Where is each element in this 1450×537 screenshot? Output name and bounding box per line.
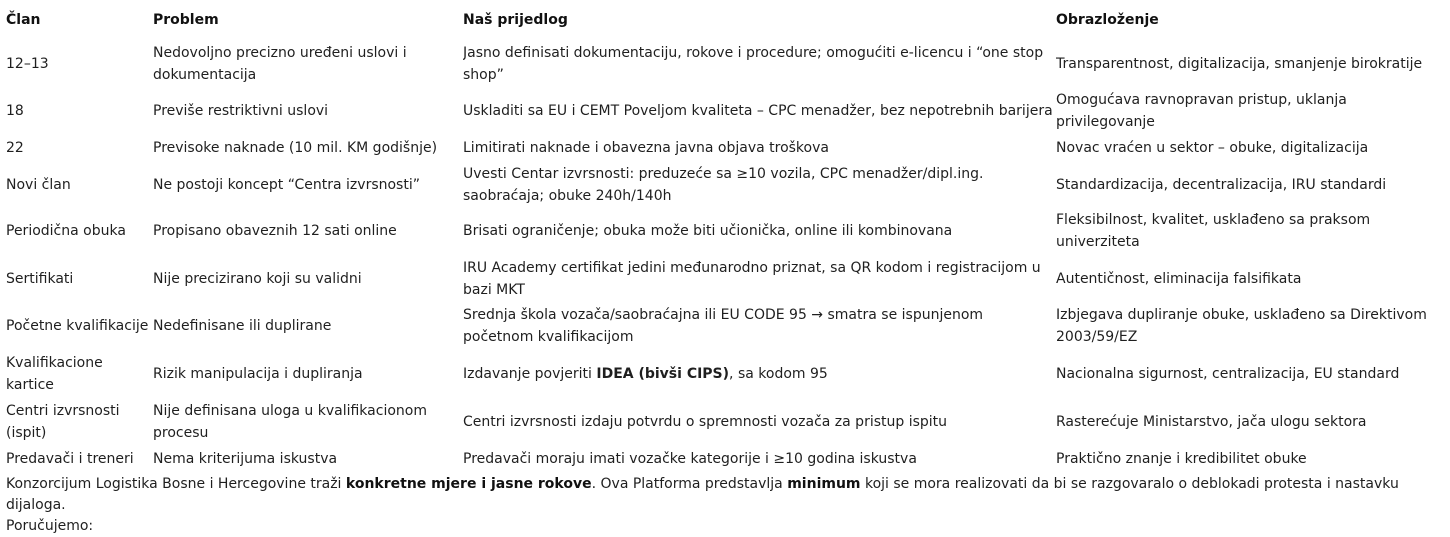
- table-header-row: [6, 0, 1446, 40]
- cell-problem: Nema kriterijuma iskustva: [153, 451, 338, 467]
- table-row: [6, 446, 1446, 472]
- closing-text: koji se mora realizovati da bi se razgovaralo o deblokadi protesta i nastavku dijaloga.: [6, 476, 1399, 513]
- cell-problem: Nije definisana uloga u kvalifikacionom procesu: [153, 403, 427, 441]
- cell-problem: Nije precizirano koji su validni: [153, 270, 362, 287]
- prijedlog-text: Izdavanje povjeriti: [463, 366, 597, 382]
- cell-clan: Sertifikati: [6, 270, 74, 287]
- table-row: [6, 302, 1446, 350]
- closing-text: . Ova Platforma predstavlja: [591, 476, 788, 492]
- cell-problem: Propisano obaveznih 12 sati online: [153, 223, 397, 239]
- cell-problem: Previše restriktivni uslovi: [153, 102, 329, 119]
- cell-prijedlog: Uskladiti sa EU i CEMT Poveljom kvaliteta – CPC menadžer, bez nepotrebnih barijera: [463, 102, 1053, 119]
- cell-prijedlog: IRU Academy certifikat jedini međunarodno priznat, sa QR kodom i registracijom u bazi MKT: [463, 259, 1041, 298]
- cell-obrazlozenje: Rasterećuje Ministarstvo, jača ulogu sektora: [1056, 414, 1367, 430]
- cell-obrazlozenje: Fleksibilnost, kvalitet, usklađeno sa praksom univerziteta: [1056, 212, 1371, 250]
- closing-paragraph: [6, 474, 1446, 537]
- cell-obrazlozenje: Omogućava ravnopravan pristup, uklanja privilegovanje: [1056, 91, 1347, 130]
- cell-clan: Predavači i treneri: [6, 451, 134, 467]
- header-problem: Problem: [153, 12, 219, 28]
- cell-problem: Nedefinisane ili duplirane: [153, 318, 332, 334]
- cell-prijedlog: Limitirati naknade i obavezna javna objava troškova: [463, 139, 829, 156]
- cell-clan: Novi član: [6, 176, 71, 193]
- table-row: [6, 398, 1446, 446]
- table-row: [6, 88, 1446, 133]
- cell-obrazlozenje: Autentičnost, eliminacija falsifikata: [1056, 270, 1302, 287]
- cell-obrazlozenje: Nacionalna sigurnost, centralizacija, EU standard: [1056, 366, 1400, 382]
- cell-obrazlozenje: Novac vraćen u sektor – obuke, digitalizacija: [1056, 139, 1369, 156]
- prijedlog-text: , sa kodom 95: [729, 366, 828, 382]
- cell-prijedlog: Uvesti Centar izvrsnosti: preduzeće sa ≥10 vozila, CPC menadžer/dipl.ing. saobraćaja; obuke 240h/140h: [463, 165, 984, 204]
- cell-obrazlozenje: Izbjegava dupliranje obuke, usklađeno sa Direktivom 2003/59/EZ: [1056, 307, 1427, 345]
- cell-clan: Početne kvalifikacije: [6, 318, 149, 334]
- table-row: [6, 133, 1446, 162]
- closing-line-porucujemo: Poručujemo:: [6, 518, 94, 534]
- closing-text: Konzorcijum Logistika Bosne i Hercegovine traži: [6, 476, 346, 492]
- cell-clan: Centri izvrsnosti (ispit): [6, 403, 120, 441]
- closing-bold-text: minimum: [787, 476, 861, 492]
- cell-obrazlozenje: Standardizacija, decentralizacija, IRU standardi: [1056, 176, 1387, 193]
- document: [6, 0, 1446, 537]
- cell-clan: 12–13: [6, 56, 49, 72]
- cell-problem: Rizik manipulacija i dupliranja: [153, 366, 363, 382]
- cell-prijedlog: Centri izvrsnosti izdaju potvrdu o spremnosti vozača za pristup ispitu: [463, 414, 948, 430]
- header-prijedlog: Naš prijedlog: [463, 12, 568, 28]
- table-row: [6, 162, 1446, 207]
- cell-clan: 22: [6, 139, 24, 156]
- cell-clan: Periodična obuka: [6, 223, 126, 239]
- cell-obrazlozenje: Transparentnost, digitalizacija, smanjenje birokratije: [1056, 56, 1423, 72]
- proposal-table: [6, 0, 1446, 472]
- prijedlog-bold-text: IDEA (bivši CIPS): [596, 366, 730, 382]
- cell-prijedlog: [463, 350, 1056, 398]
- table-row: [6, 350, 1446, 398]
- cell-problem: Previsoke naknade (10 mil. KM godišnje): [153, 139, 438, 156]
- cell-obrazlozenje: Praktično znanje i kredibilitet obuke: [1056, 451, 1307, 467]
- cell-problem: Nedovoljno precizno uređeni uslovi i dokumentacija: [153, 45, 407, 83]
- table-row: [6, 255, 1446, 302]
- cell-prijedlog: Brisati ograničenje; obuka može biti učionička, online ili kombinovana: [463, 223, 953, 239]
- cell-clan: Kvalifikacione kartice: [6, 355, 103, 393]
- cell-prijedlog: Jasno definisati dokumentaciju, rokove i procedure; omogućiti e-licencu i “one stop shop”: [463, 45, 1044, 83]
- table-row: [6, 207, 1446, 255]
- table-row: [6, 40, 1446, 88]
- cell-prijedlog: Predavači moraju imati vozačke kategorije i ≥10 godina iskustva: [463, 451, 917, 467]
- header-clan: Član: [6, 12, 41, 28]
- cell-clan: 18: [6, 102, 24, 119]
- cell-prijedlog: Srednja škola vozača/saobraćajna ili EU CODE 95 → smatra se ispunjenom početnom kvalifikacijom: [463, 307, 984, 345]
- cell-problem: Ne postoji koncept “Centra izvrsnosti”: [153, 176, 420, 193]
- closing-bold-text: konkretne mjere i jasne rokove: [345, 476, 592, 492]
- header-obrazlozenje: Obrazloženje: [1056, 12, 1159, 28]
